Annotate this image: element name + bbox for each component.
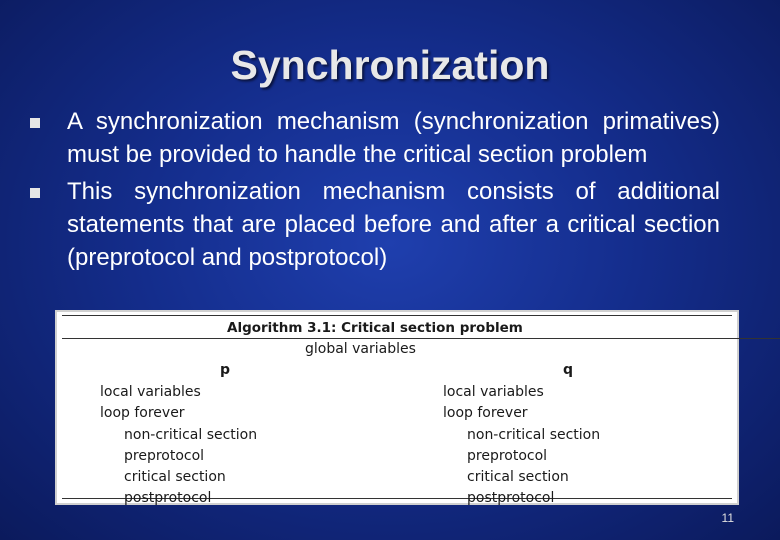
- global-variables-label: global variables: [305, 341, 416, 357]
- bullet-text: This synchronization mechanism consists of additional statements that are placed before and after a critical section (preprotocol and postprotocol): [67, 178, 720, 271]
- p-line: local variables: [100, 384, 201, 400]
- bullet-item: [30, 105, 720, 171]
- p-line: preprotocol: [124, 448, 205, 464]
- page-number: 11: [721, 511, 734, 525]
- bullet-list: [30, 105, 720, 274]
- algorithm-box: [55, 310, 739, 505]
- p-line: postprotocol: [124, 490, 212, 506]
- algorithm-title: Algorithm 3.1: Critical section problem: [227, 320, 525, 339]
- square-bullet-icon: [30, 118, 40, 128]
- slide-title: Synchronization: [230, 42, 550, 88]
- q-line: postprotocol: [467, 490, 555, 506]
- bullet-item: [30, 175, 720, 274]
- q-line: local variables: [443, 384, 544, 400]
- bullet-text: A synchronization mechanism (synchronization primatives) must be provided to handle the critical section problem: [67, 108, 720, 168]
- q-line: non-critical section: [467, 427, 601, 443]
- q-line: critical section: [467, 469, 569, 485]
- process-q-header: q: [563, 362, 574, 378]
- algorithm-frame: [62, 315, 732, 506]
- q-line: loop forever: [443, 405, 528, 421]
- q-line: preprotocol: [467, 448, 548, 464]
- process-p-header: p: [220, 362, 231, 378]
- p-line: loop forever: [100, 405, 185, 421]
- square-bullet-icon: [30, 188, 40, 198]
- p-line: non-critical section: [124, 427, 258, 443]
- p-line: critical section: [124, 469, 226, 485]
